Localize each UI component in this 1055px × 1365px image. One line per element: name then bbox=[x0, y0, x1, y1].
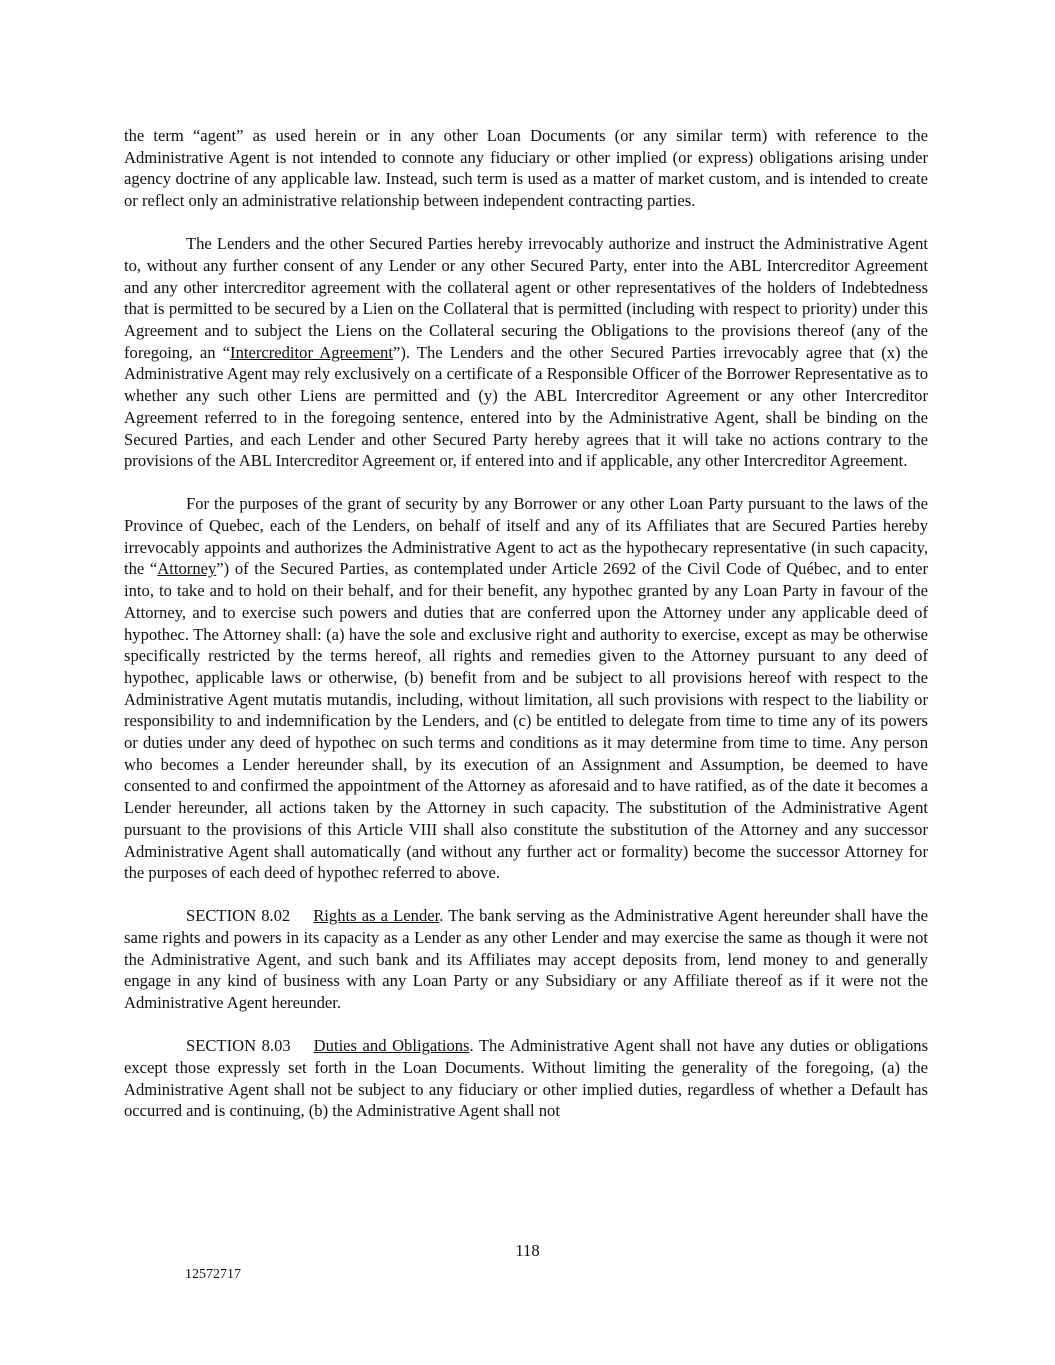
section-body: . The Administrative Agent shall not have any duties or obligations except those expressly set forth in the Loan Documents. Without limiting the generality of the foregoing, (a) the Administrative Agent shall not be subject to any fiduciary or other implied duties, regardless of whether a Default has occurred and is continuing, (b) the Administrative Agent shall not bbox=[124, 1036, 929, 1121]
document-page bbox=[124, 125, 928, 1143]
section-heading: Rights as a Lender bbox=[313, 906, 440, 926]
section-8-03 bbox=[124, 1035, 928, 1122]
paragraph-text: The Lenders and the other Secured Parties hereby irrevocably authorize and instruct the Administrative Agent to, without any further consent of any Lender or any other Secured Party, enter into the ABL Intercreditor Agreement and any other intercreditor agreement with the collateral agent or other representatives of the holders of Indebtedness that is permitted to be secured by a Lien on the Collateral that is permitted (including with respect to priority) under this Agreement and to subject the Liens on the Collateral securing the Obligations to the provisions thereof (any of the foregoing, an “ bbox=[124, 234, 928, 362]
section-number: SECTION 8.03 bbox=[186, 1036, 291, 1056]
page-number: 118 bbox=[515, 1241, 540, 1260]
defined-term-intercreditor-agreement: Intercreditor Agreement bbox=[230, 342, 393, 362]
section-8-02 bbox=[124, 905, 928, 1014]
paragraph-text: ”). The Lenders and the other Secured Parties irrevocably agree that (x) the Administrative Agent may rely exclusively on a certificate of a Responsible Officer of the Borrower Representative as to whether any such other Liens are permitted and (y) the ABL Intercreditor Agreement or any other Intercreditor Agreement referred to in the foregoing sentence, entered into by the Administrative Agent, shall be binding on the Secured Parties, and each Lender and other Secured Party hereby agrees that it will take no actions contrary to the provisions of the ABL Intercreditor Agreement or, if entered into and if applicable, any other Intercreditor Agreement. bbox=[124, 342, 928, 471]
document-id: 12572717 bbox=[185, 1267, 241, 1282]
paragraph-text: ”) of the Secured Parties, as contemplated under Article 2692 of the Civil Code of Québec, and to enter into, to take and to hold on their behalf, and for their benefit, any hypothec granted by any Loan Party in favour of the Attorney, and to exercise such powers and duties that are conferred upon the Attorney under any applicable deed of hypothec. The Attorney shall: (a) have the sole and exclusive right and authority to exercise, except as may be otherwise specifically restricted by the terms hereof, all rights and remedies given to the Attorney pursuant to any deed of hypothec, applicable laws or otherwise, (b) benefit from and be subject to all provisions hereof with respect to the Administrative Agent mutatis mutandis, including, without limitation, all such provisions with respect to the liability or responsibility to and indemnification by the Lenders, and (c) be entitled to delegate from time to time any of its powers or duties under any deed of hypothec on such terms and conditions as it may determine from time to time. Any person who becomes a Lender hereunder shall, by its execution of an Assignment and Assumption, be deemed to have consented to and confirmed the appointment of the Attorney as aforesaid and to have ratified, as of the date it becomes a Lender hereunder, all actions taken by the Attorney in such capacity. The substitution of the Administrative Agent pursuant to the provisions of this Article VIII shall also constitute the substitution of the Attorney and any successor Administrative Agent shall automatically (and without any further act or formality) become the successor Attorney for the purposes of each deed of hypothec referred to above. bbox=[124, 559, 928, 883]
paragraph-agent-term: the term “agent” as used herein or in any other Loan Documents (or any similar term) with reference to the Administrative Agent is not intended to connote any fiduciary or other implied (or express) obligations arising under agency doctrine of any applicable law. Instead, such term is used as a matter of market custom, and is intended to create or reflect only an administrative relationship between independent contracting parties. bbox=[124, 126, 928, 211]
paragraph-quebec-hypothec bbox=[124, 493, 928, 884]
defined-term-attorney: Attorney bbox=[157, 559, 217, 579]
paragraph-text: For the purposes of the grant of security by any Borrower or any other Loan Party pursuant to the laws of the Province of Quebec, each of the Lenders, on behalf of itself and any of its Affiliates that are Secured Parties hereby irrevocably appoints and authorizes the Administrative Agent to act as the hypothecary representative (in such capacity, the “ bbox=[124, 494, 928, 579]
section-body: . The bank serving as the Administrative Agent hereunder shall have the same rights and powers in its capacity as a Lender as any other Lender and may exercise the same as though it were not the Administrative Agent, and such bank and its Affiliates may accept deposits from, lend money to and generally engage in any kind of business with any Loan Party or any Subsidiary or any Affiliate thereof as if it were not the Administrative Agent hereunder. bbox=[124, 906, 928, 1013]
section-number: SECTION 8.02 bbox=[186, 906, 291, 926]
paragraph-intercreditor bbox=[124, 233, 928, 472]
section-heading: Duties and Obligations bbox=[313, 1036, 470, 1056]
